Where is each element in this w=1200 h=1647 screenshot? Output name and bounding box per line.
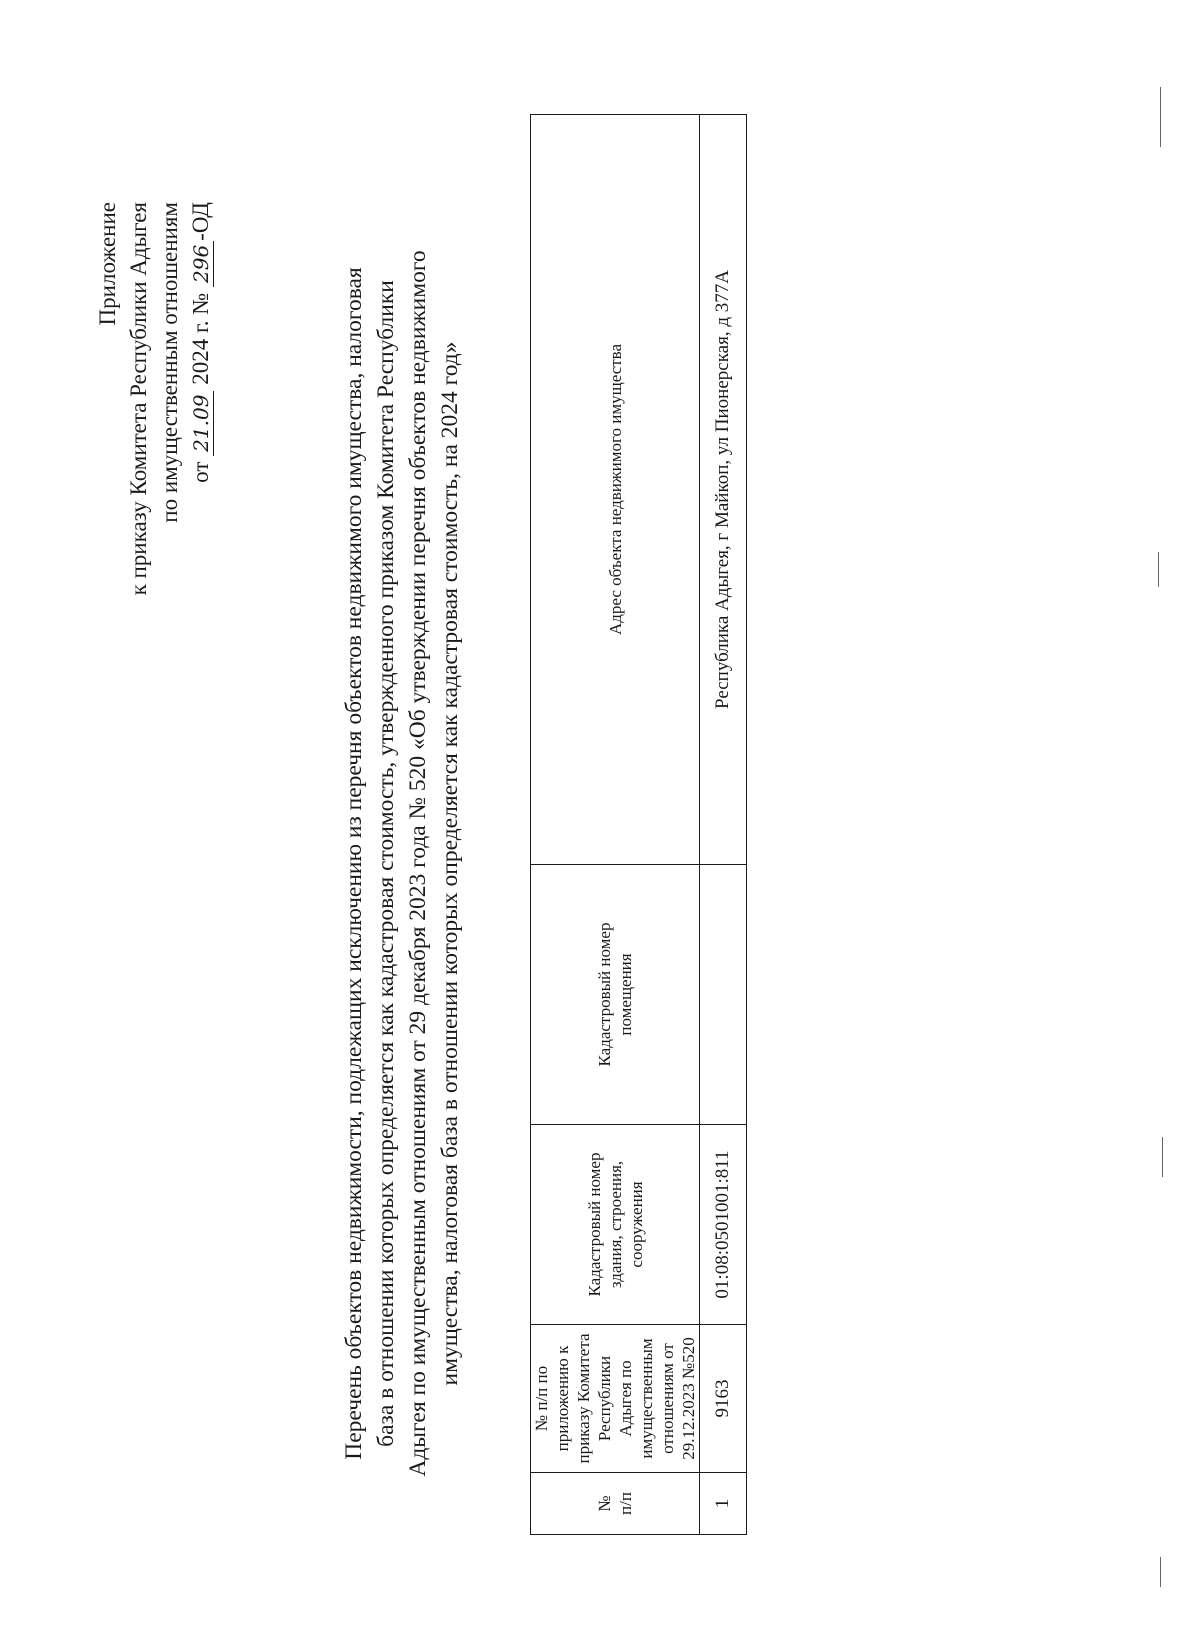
property-table (530, 114, 747, 1535)
order-suffix: -ОД (188, 202, 213, 241)
cell-source-index: 9163 (700, 1325, 747, 1473)
cell-building-cadastral: 01:08:0501001:811 (700, 1125, 747, 1325)
appendix-title: Приложение (95, 202, 120, 326)
header-source-index: № п/п по приложению к приказу Комитета Республики Адыгея по имущественным отношениям от 29.12.2023 №520 (531, 1325, 700, 1473)
cell-index: 1 (700, 1473, 747, 1535)
appendix-date-line (185, 202, 216, 595)
scan-speck (1160, 87, 1161, 147)
cell-premises-cadastral (700, 865, 747, 1125)
document-title (338, 246, 466, 1481)
title-line: Адыгея по имущественным отношениям от 29 декабря 2023 года № 520 «Об утверждении перечня объектов недвижимого (405, 250, 431, 1477)
cell-address: Республика Адыгея, г Майкоп, ул Пионерская, д 377А (700, 115, 747, 865)
table-header-row (531, 115, 700, 1535)
title-line: база в отношении которых определяется как кадастровая стоимость, утвержденного приказом Комитета Республики (373, 280, 399, 1447)
appendix-line-3: по имущественным отношениям (157, 202, 182, 523)
scan-speck (1158, 552, 1159, 587)
table-row (700, 115, 747, 1535)
handwritten-order-number: 296 (189, 241, 214, 287)
header-address: Адрес объекта недвижимого имущества (531, 115, 700, 865)
title-line: Перечень объектов недвижимости, подлежащих исключению из перечня объектов недвижимого имущества, налоговая (341, 267, 367, 1460)
scan-speck (1160, 1557, 1161, 1587)
scan-speck (1162, 1137, 1163, 1177)
date-prefix: от (188, 461, 213, 483)
header-index: № п/п (531, 1473, 700, 1535)
header-building-cadastral: Кадастровый номер здания, строения, сооружения (531, 1125, 700, 1325)
appendix-header (92, 202, 216, 595)
header-premises-cadastral: Кадастровый номер помещения (531, 865, 700, 1125)
appendix-line-2: к приказу Комитета Республики Адыгея (126, 202, 151, 596)
date-year: 2024 г. № (188, 292, 213, 385)
title-line: имущества, налоговая база в отношении которых определяется как кадастровая стоимость, на 2024 год» (437, 341, 463, 1386)
handwritten-date: 21.09 (189, 391, 214, 456)
